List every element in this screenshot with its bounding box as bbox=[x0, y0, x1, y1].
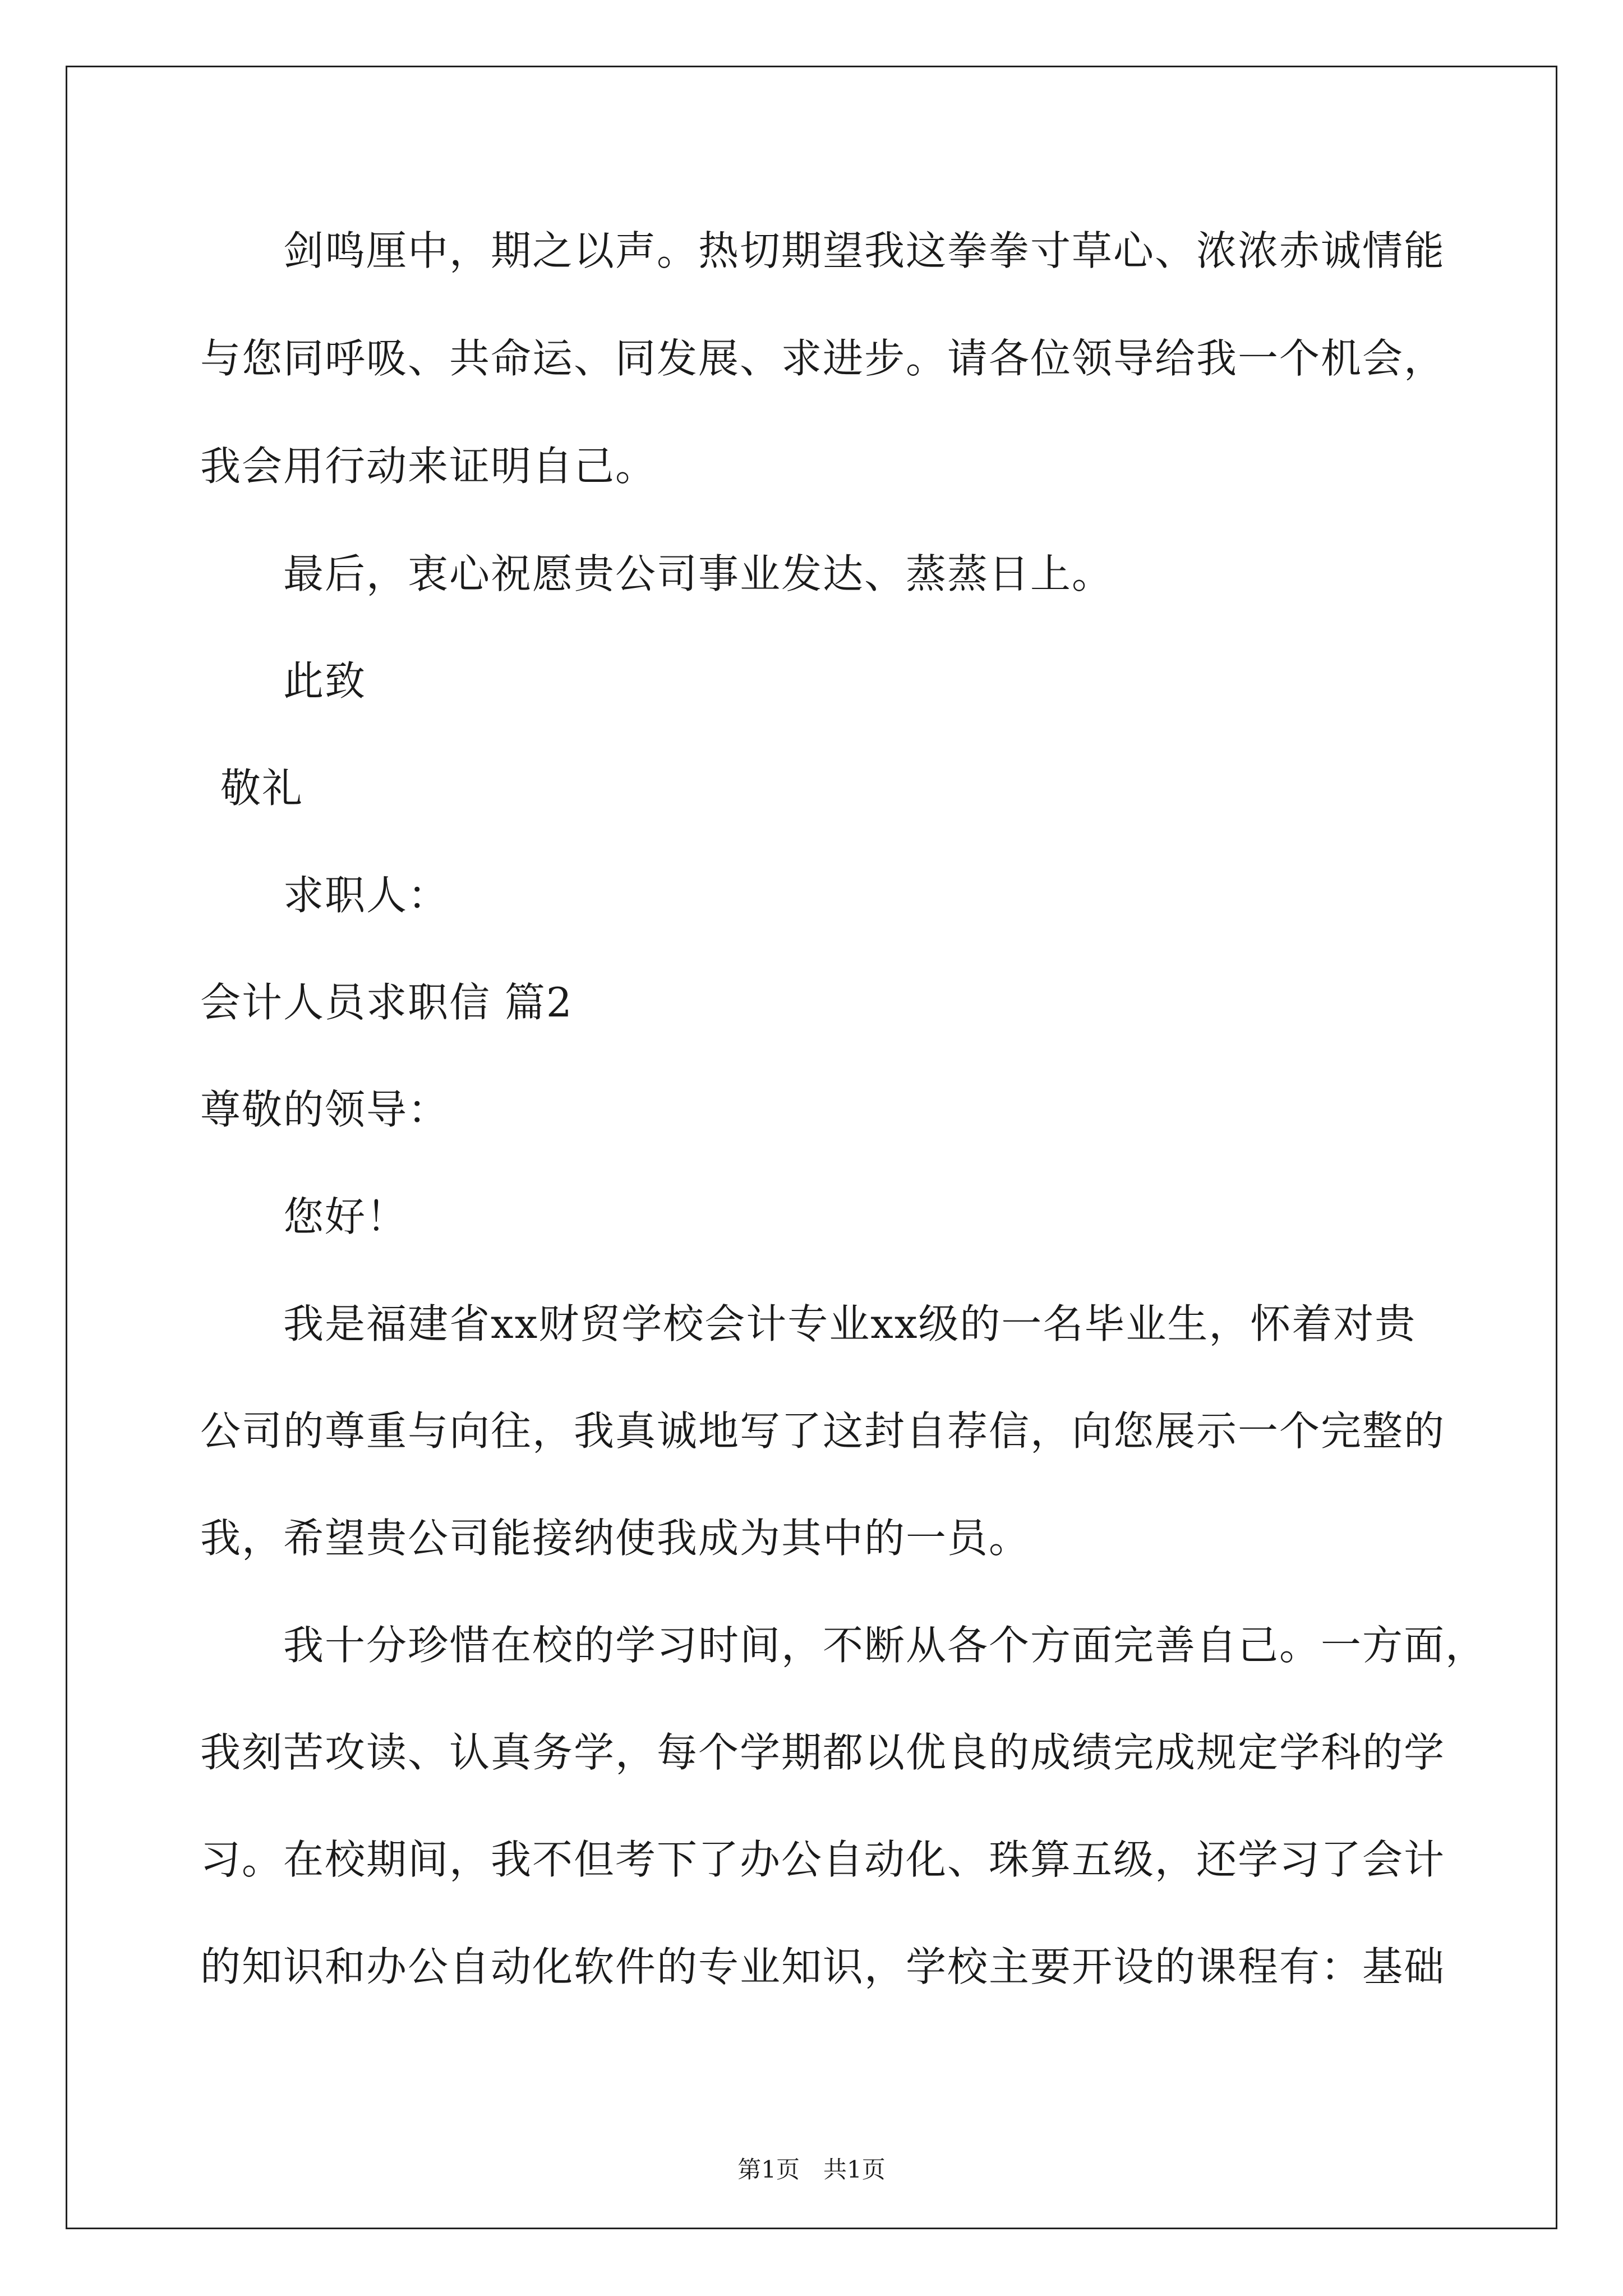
paragraph-line: 我刻苦攻读、认真务学，每个学期都以优良的成绩完成规定学科的学 bbox=[200, 1729, 1446, 1776]
paragraph-line: 与您同呼吸、共命运、同发展、求进步。请各位领导给我一个机会， bbox=[200, 335, 1446, 382]
paragraph-line: 我十分珍惜在校的学习时间，不断从各个方面完善自己。一方面， bbox=[283, 1622, 1487, 1669]
paragraph-line: 公司的尊重与向往，我真诚地写了这封自荐信，向您展示一个完整的 bbox=[200, 1407, 1446, 1455]
paragraph-line: 我是福建省xx财贸学校会计专业xx级的一名毕业生，怀着对贵 bbox=[283, 1300, 1417, 1347]
greeting: 您好！ bbox=[283, 1193, 408, 1240]
page-border bbox=[66, 66, 1557, 2229]
paragraph-line: 我会用行动来证明自己。 bbox=[200, 443, 657, 490]
page-footer: 第1页 共1页 bbox=[737, 2156, 886, 2183]
paragraph-line: 剑鸣厘中，期之以声。热切期望我这拳拳寸草心、浓浓赤诚情能 bbox=[283, 227, 1446, 274]
paragraph-line: 习。在校期间，我不但考下了办公自动化、珠算五级，还学习了会计 bbox=[200, 1836, 1446, 1883]
closing-salute: 敬礼 bbox=[220, 765, 304, 812]
signature-line: 求职人： bbox=[283, 872, 450, 919]
salutation: 尊敬的领导： bbox=[200, 1086, 450, 1133]
section-title: 会计人员求职信 篇2 bbox=[200, 979, 573, 1026]
paragraph-line: 的知识和办公自动化软件的专业知识，学校主要开设的课程有：基础 bbox=[200, 1943, 1446, 1990]
paragraph-line: 最后，衷心祝愿贵公司事业发达、蒸蒸日上。 bbox=[283, 550, 1114, 597]
closing-line: 此致 bbox=[283, 657, 367, 705]
paragraph-line: 我，希望贵公司能接纳使我成为其中的一员。 bbox=[200, 1515, 1031, 1562]
